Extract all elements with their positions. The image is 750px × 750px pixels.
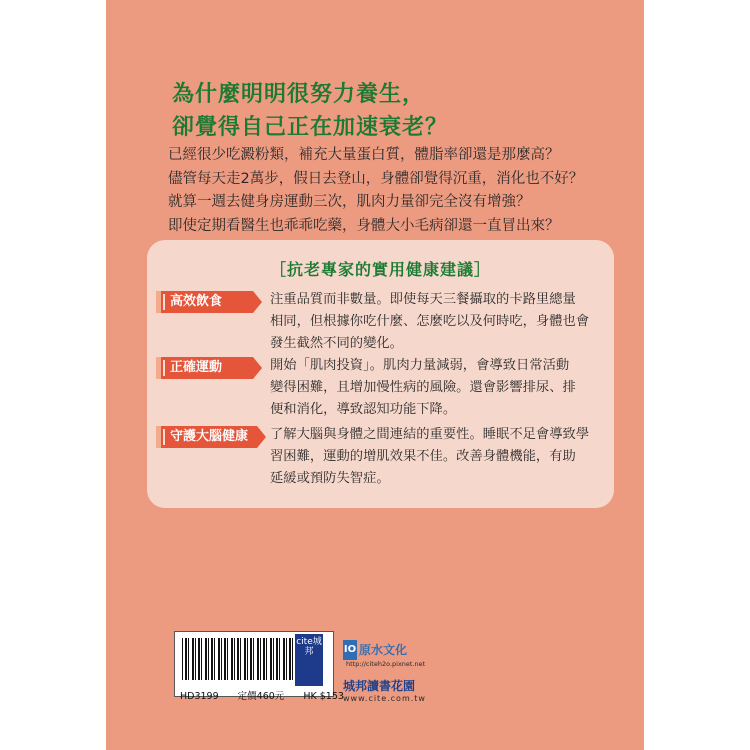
headline-line-2: 卻覺得自己正在加速衰老？ xyxy=(172,115,449,140)
headline xyxy=(172,78,448,144)
cite-logo-strip: cite城邦 xyxy=(295,634,323,686)
publisher-name: 原水文化 xyxy=(359,643,408,657)
tag-brain: 守護大腦健康 xyxy=(161,426,257,448)
intro-line-4: 即使定期看醫生也乖乖吃藥，身體大小毛病卻還一直冒出來？ xyxy=(168,217,560,234)
price-twd: 定價460元 xyxy=(237,691,285,702)
headline-line-1: 為什麼明明很努力養生， xyxy=(172,82,426,107)
publisher-logo-icon: IO xyxy=(343,640,357,660)
intro-line-1: 已經很少吃澱粉類，補充大量蛋白質，體脂率卻還是那麼高？ xyxy=(168,147,560,163)
product-code: HD3199 xyxy=(180,691,219,702)
publisher-url: http://citeh2o.pixnet.net xyxy=(346,660,426,668)
intro-line-3: 就算一週去健身房運動三次，肌肉力量卻完全沒有增強？ xyxy=(168,194,531,210)
brain-description xyxy=(270,424,605,490)
diet-line-3: 發生截然不同的變化。 xyxy=(270,336,403,351)
diet-description xyxy=(270,289,605,355)
price-hkd: HK $153 xyxy=(303,691,344,702)
diet-line-1: 注重品質而非數量。即使每天三餐攝取的卡路里總量 xyxy=(270,292,576,307)
exercise-line-1: 開始「肌肉投資」。肌肉力量減弱，會導致日常活動 xyxy=(270,358,570,373)
intro-line-2: 儘管每天走2萬步，假日去登山，身體卻覺得沉重，消化也不好？ xyxy=(168,170,584,187)
price-line xyxy=(180,688,344,702)
brain-line-2: 習困難，運動的增肌效果不佳。改善身體機能，有助 xyxy=(270,449,576,464)
distributor-url: www.cite.com.tw xyxy=(343,694,426,703)
brain-line-3: 延緩或預防失智症。 xyxy=(270,471,390,486)
exercise-line-3: 便和消化，導致認知功能下降。 xyxy=(270,402,457,417)
exercise-description xyxy=(270,355,605,421)
barcode xyxy=(182,638,304,680)
exercise-line-2: 變得困難，且增加慢性病的風險。還會影響排尿、排 xyxy=(270,380,576,395)
tag-diet: 高效飲食 xyxy=(161,291,253,313)
tag-exercise: 正確運動 xyxy=(161,357,253,379)
intro-text xyxy=(168,144,583,238)
panel-title: ［抗老專家的實用健康建議］ xyxy=(269,260,491,279)
distributor-name: 城邦讀書花園 xyxy=(343,679,416,693)
diet-line-2: 相同，但根據你吃什麼、怎麼吃以及何時吃，身體也會 xyxy=(270,314,590,329)
brain-line-1: 了解大腦與身體之間連結的重要性。睡眠不足會導致學 xyxy=(270,427,590,442)
